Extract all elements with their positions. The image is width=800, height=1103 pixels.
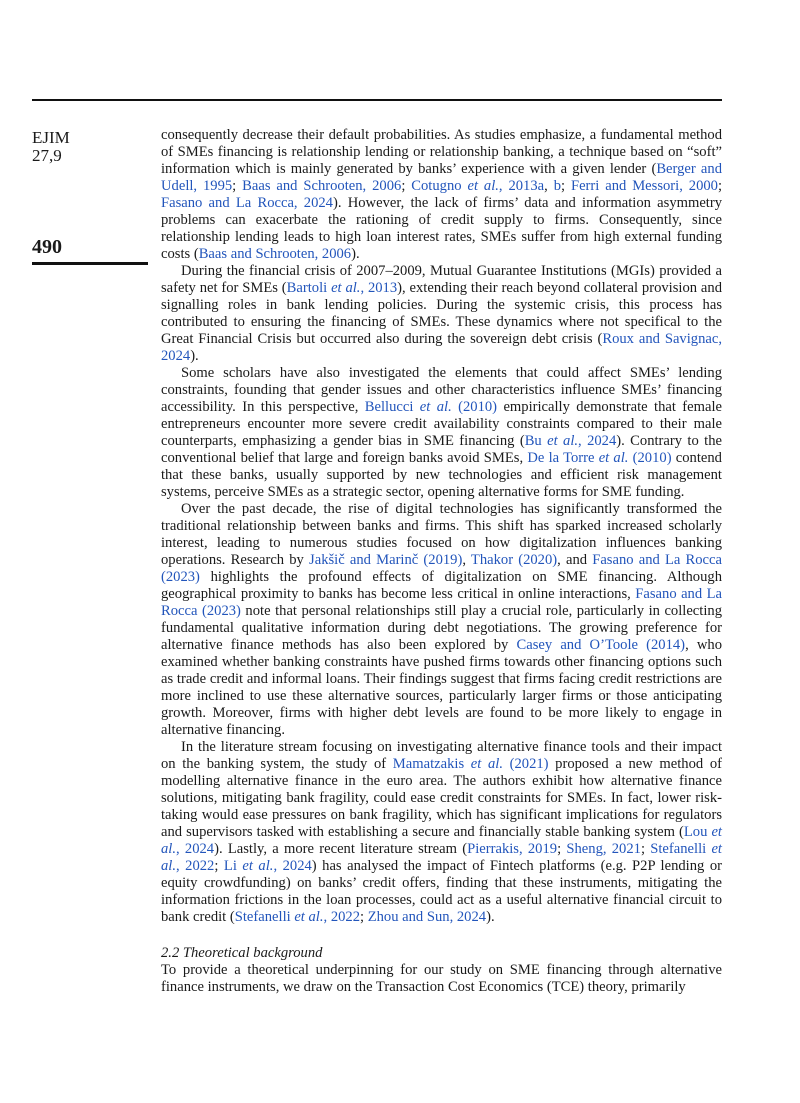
citation-link[interactable]: et al. xyxy=(242,858,274,874)
citation-link[interactable]: (2010) xyxy=(628,450,672,466)
citation-link[interactable]: Stefanelli xyxy=(650,841,712,857)
citation-link[interactable]: , 2022 xyxy=(323,909,360,925)
citation-link[interactable]: , 2013a xyxy=(498,178,545,194)
body-text xyxy=(161,127,722,996)
citation-link[interactable]: Roux and Savignac, 2024 xyxy=(161,331,722,364)
paragraph: Over the past decade, the rise of digital technologies has significantly transformed the traditional relationship between banks and firms. This shift has sparked increased scholarly interest, leading to numerous studies focused on how digitalization influences banking operations. Research by Jakšič and Marinč (2019), Thakor (2020), and Fasano and La Rocca (2023) highlights the profound effects of digitalization on SME financing. Although geographical proximity to banks has become less critical in online interactions, Fasano and La Rocca (2023) note that personal relationships still play a crucial role, particularly in collecting fundamental qualitative information during debt negotiations. The growing preference for alternative finance methods has also been explored by Casey and O’Toole (2014), who examined whether banking constraints have pushed firms towards other financing options such as trade credit and informal loans. Their findings suggest that firms facing credit restrictions are more inclined to use these alternative sources, particularly larger firms or those anticipating growth. Moreover, firms with higher debt levels are found to be more likely to engage in alternative financing. xyxy=(161,501,723,738)
citation-link[interactable]: Fasano and La Rocca, 2024 xyxy=(161,195,333,211)
paragraph: In the literature stream focusing on investigating alternative finance tools and their impact on the banking system, the study of Mamatzakis et al. (2021) proposed a new method of modelling alternative finance in the euro area. The authors exhibit how alternative finance solutions, mitigating bank fragility, could ease credit constraints for SMEs. In fact, lower risk-taking would ease pressures on bank fragility, which has significant implications for regulators and supervisors tasked with establishing a secure and financially stable banking system (Lou et al., 2024). Lastly, a more recent literature stream (Pierrakis, 2019; Sheng, 2021; Stefanelli et al., 2022; Li et al., 2024) has analysed the impact of Fintech platforms (e.g. P2P lending or equity crowdfunding) on banks’ credit offers, finding that these instruments, mitigating the information frictions in the loan processes, could act as a useful alternative financial circuit to bank credit (Stefanelli et al., 2022; Zhou and Sun, 2024). xyxy=(161,739,723,925)
header-rule xyxy=(32,99,722,101)
citation-link[interactable]: et al. xyxy=(161,824,722,857)
citation-link[interactable]: , 2024 xyxy=(273,858,312,874)
section-paragraph: To provide a theoretical underpinning for our study on SME financing through alternative finance instruments, we draw on the Transaction Cost Economics (TCE) theory, primarily xyxy=(161,962,722,995)
citation-link[interactable]: Stefanelli xyxy=(234,909,295,925)
citation-link[interactable]: Casey and O’Toole (2014) xyxy=(516,637,686,653)
citation-link[interactable]: Li xyxy=(223,858,243,874)
page-number-rule xyxy=(32,262,148,265)
citation-link[interactable]: Jakšič and Marinč (2019) xyxy=(309,552,463,568)
citation-link[interactable]: et al. xyxy=(331,280,361,296)
citation-link[interactable]: (2021) xyxy=(502,756,549,772)
citation-link[interactable]: Bartoli xyxy=(286,280,332,296)
citation-link[interactable]: Mamatzakis xyxy=(392,756,471,772)
citation-link[interactable]: Fasano and La Rocca (2023) xyxy=(161,586,723,619)
citation-link[interactable]: Ferri and Messori, 2000 xyxy=(570,178,718,194)
citation-link[interactable]: et al. xyxy=(161,841,722,874)
citation-link[interactable]: b xyxy=(553,178,561,194)
citation-link[interactable]: et al. xyxy=(547,433,579,449)
citation-link[interactable]: Thakor (2020) xyxy=(470,552,558,568)
citation-link[interactable]: Baas and Schrooten, 2006 xyxy=(242,178,402,194)
citation-link[interactable]: et al. xyxy=(419,399,452,415)
citation-link[interactable]: Lou xyxy=(683,824,712,840)
journal-marker xyxy=(32,129,70,165)
paragraph: During the financial crisis of 2007–2009, Mutual Guarantee Institutions (MGIs) provided a safety net for SMEs (Bartoli et al., 2013), extending their reach beyond collateral provision and signalling roles in bank lending policies. During the systemic crisis, this process has contributed to ensuring the financing of SMEs. These dynamics where not specifical to the Great Financial Crisis but occurred also during the sovereign debt crisis (Roux and Savignac, 2024). xyxy=(161,263,722,364)
journal-name: EJIM xyxy=(32,128,70,147)
citation-link[interactable]: Fasano and La Rocca (2023) xyxy=(161,552,722,585)
citation-link[interactable]: Berger and Udell, 1995 xyxy=(161,161,722,194)
section-heading: 2.2 Theoretical background xyxy=(161,945,323,961)
citation-link[interactable]: Sheng, 2021 xyxy=(566,841,641,857)
citation-link[interactable]: Bu xyxy=(524,433,548,449)
citation-link[interactable]: Pierrakis, 2019 xyxy=(467,841,558,857)
citation-link[interactable]: Baas and Schrooten, 2006 xyxy=(198,246,352,262)
citation-link[interactable]: et al. xyxy=(598,450,629,466)
journal-volume: 27,9 xyxy=(32,146,62,165)
citation-link[interactable]: et al. xyxy=(294,909,324,925)
citation-link[interactable]: , 2024 xyxy=(578,433,617,449)
citation-link[interactable]: Zhou and Sun, 2024 xyxy=(367,909,487,925)
citation-link[interactable]: , 2022 xyxy=(176,858,215,874)
citation-link[interactable]: (2010) xyxy=(451,399,498,415)
page-number: 490 xyxy=(32,236,62,258)
citation-link[interactable]: Bellucci xyxy=(364,399,420,415)
citation-link[interactable]: et al. xyxy=(470,756,503,772)
citation-link[interactable]: et al. xyxy=(467,178,499,194)
citation-link[interactable]: , 2013 xyxy=(360,280,398,296)
citation-link[interactable]: , 2024 xyxy=(176,841,215,857)
paragraph: Some scholars have also investigated the elements that could affect SMEs’ lending constraints, founding that gender issues and other characteristics influence SMEs’ financing accessibility. In this perspective, Bellucci et al. (2010) empirically demonstrate that female entrepreneurs encounter more severe credit availability constraints compared to their male counterparts, emphasizing a gender bias in SME financing (Bu et al., 2024). Contrary to the conventional belief that large and foreign banks avoid SMEs, De la Torre et al. (2010) contend that these banks, usually supported by new technologies and efficient risk management systems, perceive SMEs as a strategic sector, opening alternative forms for SME funding. xyxy=(161,365,722,500)
paragraph: consequently decrease their default probabilities. As studies emphasize, a fundamental method of SMEs financing is relationship lending or relationship banking, a technique based on “soft” information which is mainly generated by banks’ experience with a given lender (Berger and Udell, 1995; Baas and Schrooten, 2006; Cotugno et al., 2013a, b; Ferri and Messori, 2000; Fasano and La Rocca, 2024). However, the lack of firms’ data and information asymmetry problems can exacerbate the rationing of credit supply to firms. Consequently, since relationship lending leads to high loan interest rates, SMEs suffer from high external funding costs (Baas and Schrooten, 2006). xyxy=(161,127,723,262)
citation-link[interactable]: De la Torre xyxy=(527,450,599,466)
citation-link[interactable]: Cotugno xyxy=(411,178,468,194)
